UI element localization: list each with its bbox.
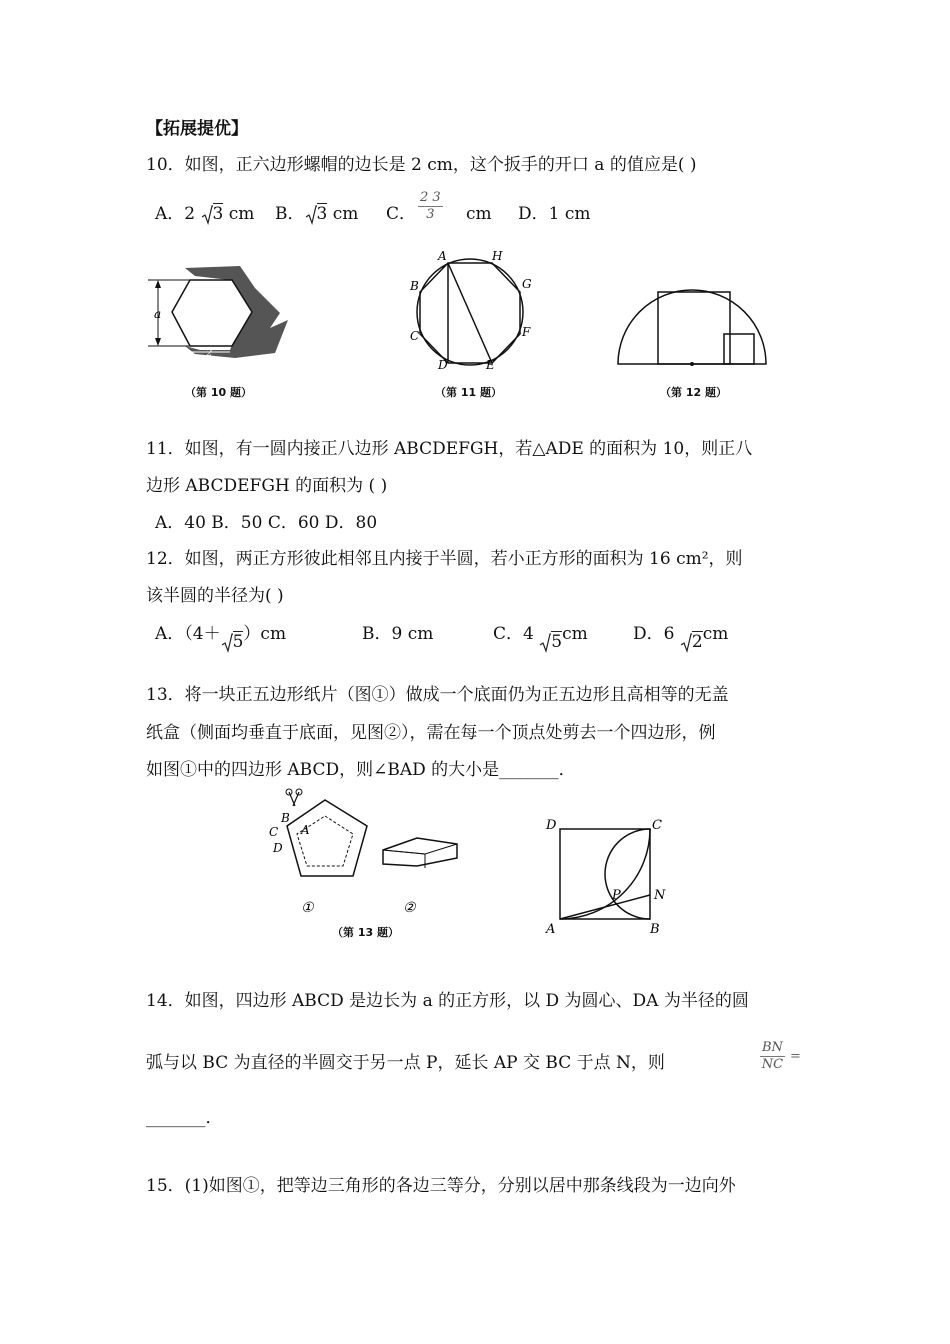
q15-line1: 15．(1)如图①，把等边三角形的各边三等分，分别以居中那条线段为一边向外 [146, 1176, 736, 1196]
fig10-label-2: 2 [206, 348, 213, 359]
q10-text: 10．如图，正六边形螺帽的边长是 2 cm，这个扳手的开口 a 的值应是( ) [146, 155, 697, 175]
fig14-label-a: A [546, 922, 556, 937]
sqrt-symbol [221, 631, 233, 653]
q13-line2: 纸盒（侧面均垂直于底面，见图②），需在每一个顶点处剪去一个四边形，例 [146, 723, 716, 743]
fig14-label-c: C [652, 818, 662, 833]
fig11-label-e: E [486, 358, 495, 372]
fig11-label-a: A [438, 249, 447, 263]
line-ap-extended [560, 895, 650, 919]
sqrt-symbol [201, 203, 213, 225]
fig11-label-b: B [410, 279, 419, 293]
q10-option-d: D．1 cm [518, 204, 591, 224]
fig11-label-g: G [522, 277, 532, 291]
figure-13-pentagons [265, 788, 475, 920]
figure-14-square-arcs [540, 815, 670, 940]
figure-13-caption: （第 13 题） [332, 926, 399, 939]
q11-line1: 11．如图，有一圆内接正八边形 ABCDEFGH，若△ADE 的面积为 10，则正八 [146, 439, 753, 459]
q11-line2: 边形 ABCDEFGH 的面积为 ( ) [146, 476, 388, 496]
fig14-label-p: P [612, 888, 621, 903]
q10-option-c-fraction: $\frac{2 3}{3}$ [420, 190, 441, 222]
figure-11-octagon [400, 248, 540, 373]
fig13-num-1: ① [301, 900, 314, 916]
q14-line1: 14．如图，四边形 ABCD 是边长为 a 的正方形，以 D 为圆心、DA 为半径的圆 [146, 991, 749, 1011]
figure-10-caption: （第 10 题） [185, 386, 252, 399]
q10-option-a: A．2 3 cm [155, 204, 255, 224]
center-point [690, 362, 694, 366]
q12-option-a: A．（4＋ 5）cm [155, 624, 287, 652]
fig14-label-d: D [546, 818, 557, 833]
fig11-label-c: C [410, 329, 420, 343]
figure-12-caption: （第 12 题） [660, 386, 727, 399]
sqrt-symbol [680, 631, 692, 653]
figure-11-caption: （第 11 题） [435, 386, 502, 399]
fig10-label-a: a [154, 307, 162, 321]
q13-line3: 如图①中的四边形 ABCD，则∠BAD 的大小是_______． [146, 760, 576, 780]
fig11-label-f: F [522, 325, 531, 339]
sqrt-symbol [539, 631, 551, 653]
q10-option-c: C． [386, 204, 417, 224]
figure-10-wrench [140, 258, 300, 368]
large-square [658, 292, 730, 364]
q11-options: A．40 B．50 C．60 D．80 [155, 513, 378, 533]
fig13-label-c: C [269, 825, 279, 839]
semicircle [618, 290, 766, 364]
q12-option-c: C．4 5cm [493, 624, 588, 652]
q12-line2: 该半圆的半径为( ) [146, 586, 284, 606]
fig14-label-n: N [654, 888, 666, 903]
small-square [724, 334, 754, 364]
fig13-label-a: A [301, 823, 310, 837]
q14-line3: _______． [146, 1108, 223, 1128]
figure-12-semicircle [612, 258, 772, 368]
pentagon-outer [287, 800, 367, 876]
fig11-label-d: D [438, 358, 448, 372]
box-top [383, 838, 457, 854]
q10-option-c-unit: cm [466, 204, 492, 224]
sqrt-symbol [305, 203, 317, 225]
q14-line2: 弧与以 BC 为直径的半圆交于另一点 P，延长 AP 交 BC 于点 N，则 [146, 1053, 665, 1073]
q13-line1: 13．将一块正五边形纸片（图①）做成一个底面仍为正五边形且高相等的无盖 [146, 685, 729, 705]
q12-option-b: B．9 cm [362, 624, 434, 644]
q12-line1: 12．如图，两正方形彼此相邻且内接于半圆，若小正方形的面积为 16 cm²，则 [146, 549, 743, 569]
q12-option-d: D．6 2cm [633, 624, 729, 652]
section-title: 【拓展提优】 [146, 119, 248, 139]
fig13-num-2: ② [403, 900, 416, 916]
fig14-label-b: B [650, 922, 660, 937]
fig13-label-b: B [281, 811, 290, 825]
fig13-label-d: D [273, 841, 283, 855]
q10-option-b: B． 3 cm [275, 204, 359, 224]
q14-fraction: $\frac{BN}{NC}$ = [761, 1040, 801, 1072]
fig11-label-h: H [492, 249, 503, 263]
